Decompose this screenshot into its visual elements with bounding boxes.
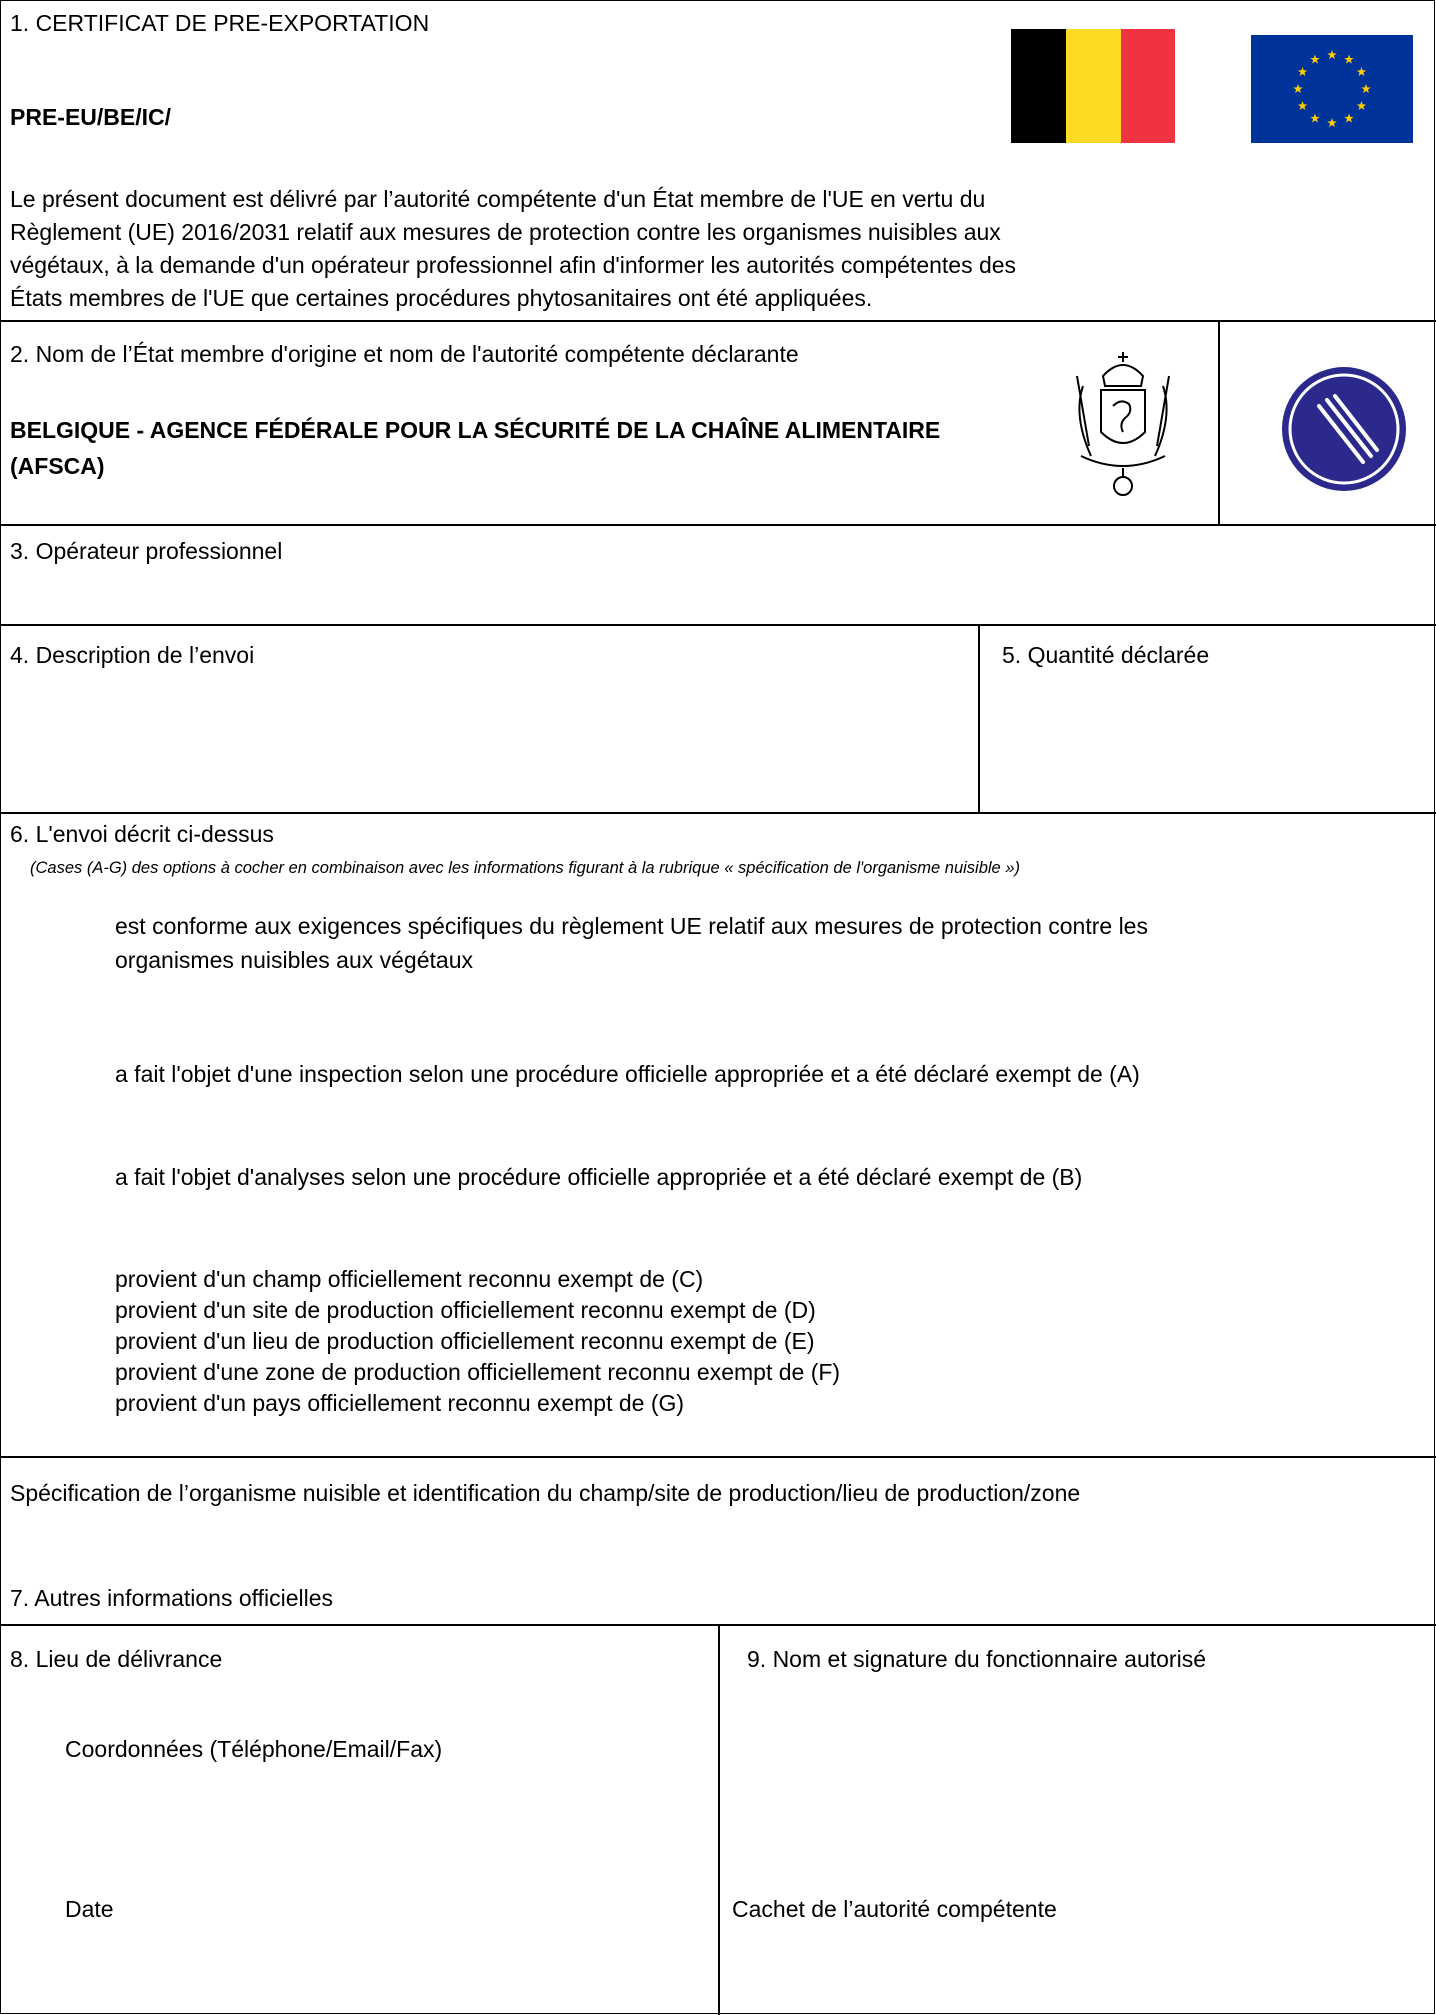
- option-origin-f: provient d'une zone de production officiellement reconnu exempt de (F): [115, 1359, 841, 1385]
- section4-title: 4. Description de l’envoi: [10, 642, 255, 668]
- section7-title: 7. Autres informations officielles: [10, 1585, 334, 1611]
- intro-line: Règlement (UE) 2016/2031 relatif aux mesures de protection contre les organismes nuisibles aux: [10, 219, 1001, 245]
- option-analyses: a fait l'objet d'analyses selon une procédure officielle appropriée et a été déclaré exempt de (B): [115, 1164, 1083, 1190]
- section3-title: 3. Opérateur professionnel: [10, 538, 283, 564]
- option-conforme-line1: est conforme aux exigences spécifiques du règlement UE relatif aux mesures de protection contre les: [115, 913, 1148, 939]
- section8-title: 8. Lieu de délivrance: [10, 1646, 223, 1672]
- option-origin-d: provient d'un site de production officiellement reconnu exempt de (D): [115, 1297, 816, 1323]
- stamp-label: Cachet de l’autorité compétente: [732, 1896, 1057, 1922]
- eu-flag: [1251, 35, 1413, 143]
- divider-6-7: [0, 1456, 1436, 1458]
- section2-title: 2. Nom de l’État membre d'origine et nom de l'autorité compétente déclarante: [10, 341, 799, 367]
- divider-section2-logos: [1218, 320, 1220, 526]
- divider-3-4: [0, 624, 1436, 626]
- option-origin-e: provient d'un lieu de production officiellement reconnu exempt de (E): [115, 1328, 815, 1354]
- option-origin-c: provient d'un champ officiellement reconnu exempt de (C): [115, 1266, 704, 1292]
- divider-4-6: [0, 812, 1436, 814]
- afsca-logo: [1279, 364, 1409, 494]
- section6-title: 6. L'envoi décrit ci-dessus: [10, 821, 274, 847]
- date-label: Date: [65, 1896, 114, 1922]
- intro-line: États membres de l'UE que certaines procédures phytosanitaires ont été appliquées.: [10, 285, 873, 311]
- divider-8-9: [718, 1624, 720, 2015]
- section5-title: 5. Quantité déclarée: [1002, 642, 1210, 668]
- option-origin-g: provient d'un pays officiellement reconnu exempt de (G): [115, 1390, 685, 1416]
- pest-specification: Spécification de l’organisme nuisible et identification du champ/site de production/lieu de production/zone: [10, 1480, 1081, 1506]
- belgian-coat-of-arms: [1063, 346, 1183, 506]
- option-conforme-line2: organismes nuisibles aux végétaux: [115, 947, 473, 973]
- divider-4-5: [978, 624, 980, 814]
- section6-note: (Cases (A-G) des options à cocher en combinaison avec les informations figurant à la rubrique « spécification de l'organisme nuisible »): [30, 859, 1020, 877]
- authority-name: BELGIQUE - AGENCE FÉDÉRALE POUR LA SÉCURITÉ DE LA CHAÎNE ALIMENTAIRE: [10, 417, 941, 443]
- belgian-flag: [1011, 29, 1175, 143]
- section1-title: 1. CERTIFICAT DE PRE-EXPORTATION: [10, 10, 430, 36]
- contact-label: Coordonnées (Téléphone/Email/Fax): [65, 1736, 443, 1762]
- intro-line: Le présent document est délivré par l’autorité compétente d'un État membre de l'UE en vertu du: [10, 186, 986, 212]
- divider-2-3: [0, 524, 1436, 526]
- intro-paragraph: [10, 183, 1140, 315]
- certificate-reference: PRE-EU/BE/IC/: [10, 104, 172, 130]
- divider-1-2: [0, 320, 1436, 322]
- section9-title: 9. Nom et signature du fonctionnaire autorisé: [747, 1646, 1206, 1672]
- authority-abbrev: (AFSCA): [10, 453, 105, 479]
- option-inspection: a fait l'objet d'une inspection selon une procédure officielle appropriée et a été déclaré exempt de (A): [115, 1061, 1140, 1087]
- intro-line: végétaux, à la demande d'un opérateur professionnel afin d'informer les autorités compétentes des: [10, 252, 1017, 278]
